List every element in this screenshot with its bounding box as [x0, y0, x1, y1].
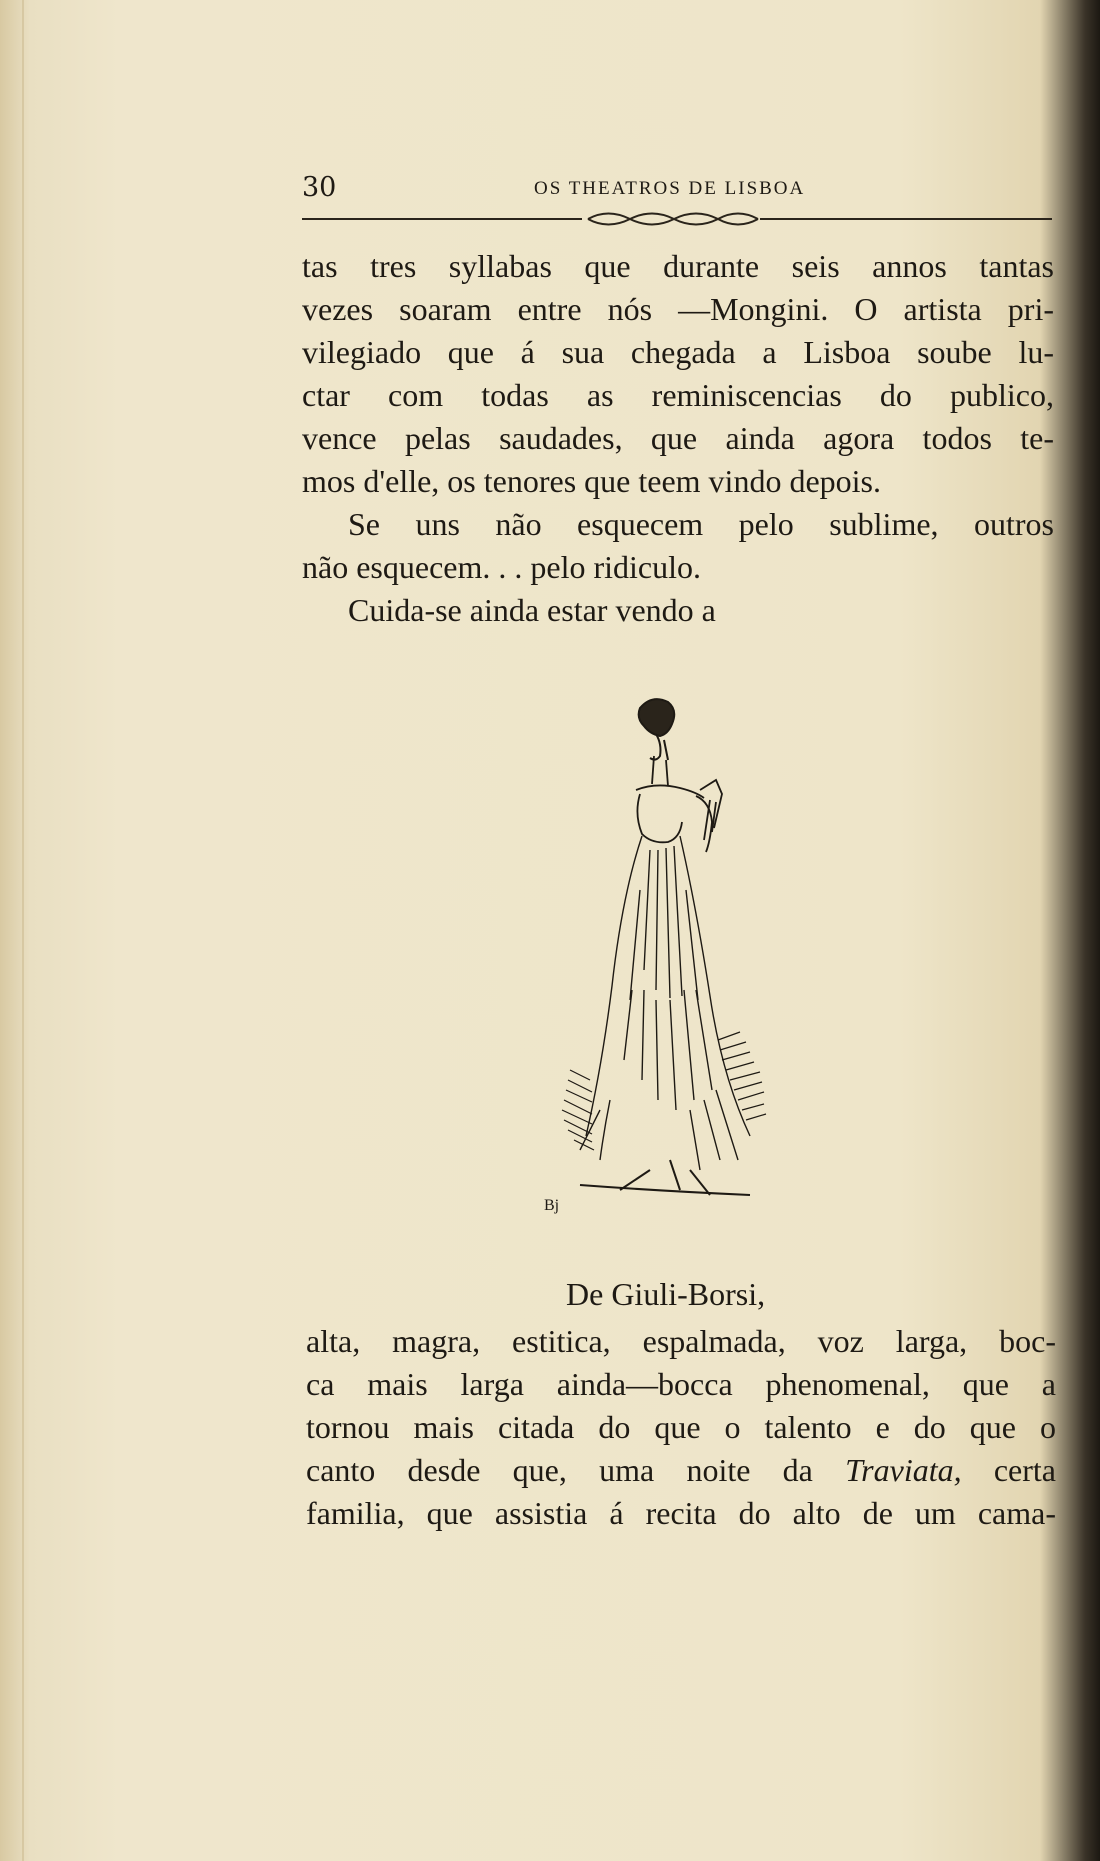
- running-title: OS THEATROS DE LISBOA: [534, 178, 806, 199]
- text-line: [306, 1449, 1056, 1492]
- text-line: tornou mais citada do que o talento e do que o: [306, 1409, 1056, 1445]
- text-line: alta, magra, estitica, espalmada, voz larga, boc-: [306, 1323, 1056, 1359]
- text-line: Cuida-se ainda estar vendo a: [348, 592, 716, 628]
- header-rule-right: [760, 218, 1052, 220]
- text-segment: canto desde que, uma noite da: [306, 1452, 846, 1488]
- paragraph-4: [306, 1320, 1056, 1535]
- page-number: 30: [302, 172, 337, 203]
- paragraph-3: [302, 589, 1054, 632]
- text-line: vence pelas saudades, que ainda agora todos te-: [302, 420, 1054, 456]
- paragraph-1: [302, 245, 1054, 503]
- text-line: ca mais larga ainda—bocca phenomenal, que a: [306, 1366, 1056, 1402]
- text-line: vilegiado que á sua chegada a Lisboa soube lu-: [302, 334, 1054, 370]
- text-line: vezes soaram entre nós —Mongini. O artista pri-: [302, 291, 1054, 327]
- figure-gown: [580, 836, 750, 1170]
- header-ornament: [586, 208, 760, 230]
- figure-head: [639, 699, 675, 760]
- text-line: ctar com todas as reminiscencias do publico,: [302, 377, 1054, 413]
- header-rule-left: [302, 218, 582, 220]
- page-header: [302, 172, 1052, 212]
- page-gutter: [22, 0, 24, 1861]
- paragraph-2: [302, 503, 1054, 589]
- text-line: familia, que assistia á recita do alto de um cama-: [306, 1495, 1056, 1531]
- text-line: tas tres syllabas que durante seis annos tantas: [302, 248, 1054, 284]
- text-line: Se uns não esquecem pelo sublime, outros: [348, 506, 1054, 542]
- text-line: não esquecem. . . pelo ridiculo.: [302, 549, 701, 585]
- ground-line: [580, 1160, 750, 1195]
- text-segment: certa: [961, 1452, 1057, 1488]
- woman-in-gown-illustration: [540, 690, 820, 1230]
- text-line: mos d'elle, os tenores que teem vindo depois.: [302, 463, 881, 499]
- gown-shading: [562, 1032, 766, 1150]
- illustration-caption: De Giuli-Borsi,: [566, 1276, 766, 1312]
- illustration-signature: Bj: [544, 1197, 560, 1214]
- figure-torso: [636, 756, 722, 852]
- italic-title-traviata: Traviata,: [845, 1452, 962, 1488]
